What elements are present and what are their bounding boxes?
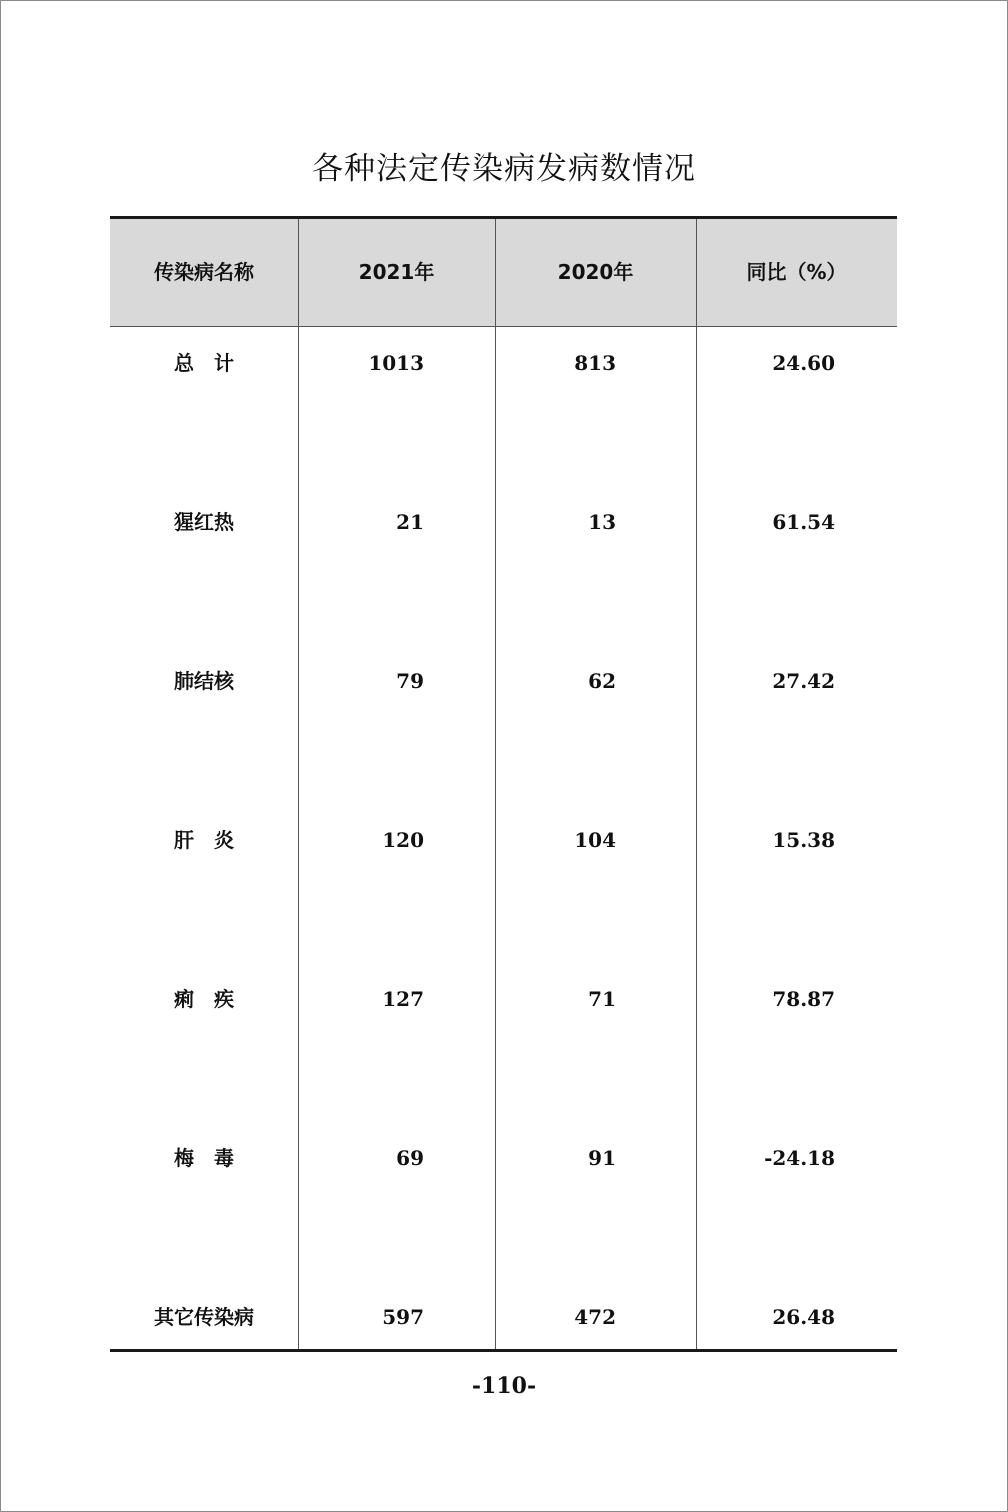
yoy-percent: 27.42 (772, 669, 835, 693)
disease-table (110, 216, 897, 1352)
disease-name: 肝 炎 (174, 828, 234, 852)
column-header-yoy: 同比（%） (746, 260, 847, 284)
cases-2021: 127 (382, 987, 424, 1011)
yoy-percent: 15.38 (772, 828, 835, 852)
cases-2020: 104 (574, 828, 616, 852)
column-divider (696, 219, 697, 1349)
disease-name: 猩红热 (174, 510, 234, 534)
yoy-percent: 61.54 (772, 510, 835, 534)
column-divider (298, 219, 299, 1349)
yoy-percent: -24.18 (764, 1146, 835, 1170)
cases-2021: 69 (396, 1146, 424, 1170)
page-number: -110- (471, 1373, 537, 1399)
yoy-percent: 26.48 (772, 1305, 835, 1329)
disease-name: 其它传染病 (154, 1305, 254, 1329)
disease-name: 肺结核 (174, 669, 234, 693)
disease-name: 痢 疾 (174, 987, 234, 1011)
column-header-2021: 2021年 (358, 260, 435, 284)
column-header-2020: 2020年 (557, 260, 634, 284)
yoy-percent: 24.60 (772, 351, 835, 375)
page-title: 各种法定传染病发病数情况 (312, 151, 696, 187)
cases-2020: 13 (588, 510, 616, 534)
cases-2020: 91 (588, 1146, 616, 1170)
yoy-percent: 78.87 (772, 987, 835, 1011)
cases-2020: 62 (588, 669, 616, 693)
cases-2020: 813 (574, 351, 616, 375)
cases-2021: 597 (382, 1305, 424, 1329)
cases-2021: 120 (382, 828, 424, 852)
cases-2020: 71 (588, 987, 616, 1011)
column-divider (495, 219, 496, 1349)
table-header (110, 219, 897, 327)
cases-2021: 1013 (368, 351, 424, 375)
cases-2021: 79 (396, 669, 424, 693)
column-header-name: 传染病名称 (154, 260, 254, 284)
cases-2021: 21 (396, 510, 424, 534)
disease-name: 梅 毒 (174, 1146, 234, 1170)
disease-name: 总 计 (174, 351, 234, 375)
cases-2020: 472 (574, 1305, 616, 1329)
